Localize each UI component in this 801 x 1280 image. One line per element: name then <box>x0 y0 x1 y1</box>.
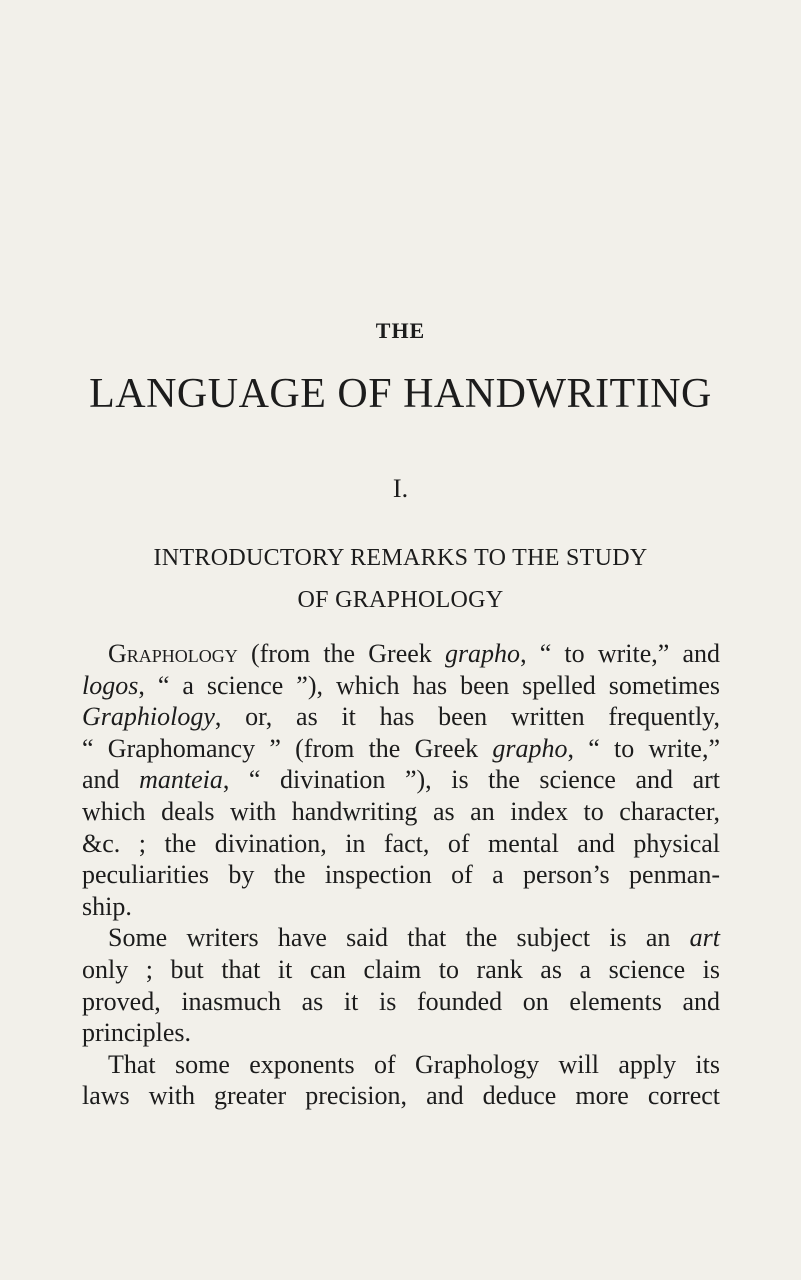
pre-title: THE <box>375 318 426 343</box>
chapter-title-line-1: INTRODUCTORY REMARKS TO THE STUDY <box>153 545 648 571</box>
text-line <box>82 670 720 702</box>
chapter-number: I. <box>392 474 409 503</box>
text-line: only ; but that it can claim to rank as a science is <box>82 954 720 984</box>
text-line <box>82 638 720 670</box>
text-line: proved, inasmuch as it is founded on elements and <box>82 986 720 1016</box>
text-line: peculiarities by the inspection of a person’s penman- <box>82 860 720 890</box>
term-graphiology: Graphiology <box>82 702 215 732</box>
text-line: &c. ; the divination, in fact, of mental and physical <box>82 828 720 858</box>
text-span: and <box>82 765 140 795</box>
text-line: laws with greater precision, and deduce more correct <box>82 1081 720 1111</box>
body-text <box>82 638 720 1112</box>
text-span: (from the Greek <box>237 639 445 668</box>
term-logos: logos <box>82 670 139 700</box>
text-line: which deals with handwriting as an index to character, <box>82 796 720 826</box>
text-span: , “ divination ”), is the science and art <box>222 765 720 795</box>
text-span: , “ a science ”), which has been spelled sometimes <box>138 670 720 700</box>
chapter-title-line-2: OF GRAPHOLOGY <box>297 587 504 613</box>
text-line <box>82 733 720 765</box>
text-line <box>82 922 720 954</box>
book-title: LANGUAGE OF HANDWRITING <box>89 371 712 417</box>
term-graphology: Graphology <box>108 639 238 668</box>
chapter-title <box>0 537 801 621</box>
text-line: principles. <box>82 1018 192 1048</box>
term-grapho: grapho <box>444 639 521 668</box>
text-line <box>82 701 720 733</box>
text-span: “ Graphomancy ” (from the Greek <box>82 733 493 763</box>
text-line <box>82 764 720 796</box>
term-art: art <box>689 923 720 953</box>
text-span: Some writers have said that the subject is an <box>108 923 690 953</box>
term-grapho: grapho <box>492 733 568 763</box>
term-manteia: manteia <box>139 765 223 795</box>
text-span: , “ to write,” and <box>520 639 720 668</box>
text-span: , “ to write,” <box>567 733 720 763</box>
text-span: , or, as it has been written frequently, <box>214 702 720 732</box>
text-line: ship. <box>82 891 132 921</box>
text-line: That some exponents of Graphology will apply its <box>108 1049 720 1079</box>
